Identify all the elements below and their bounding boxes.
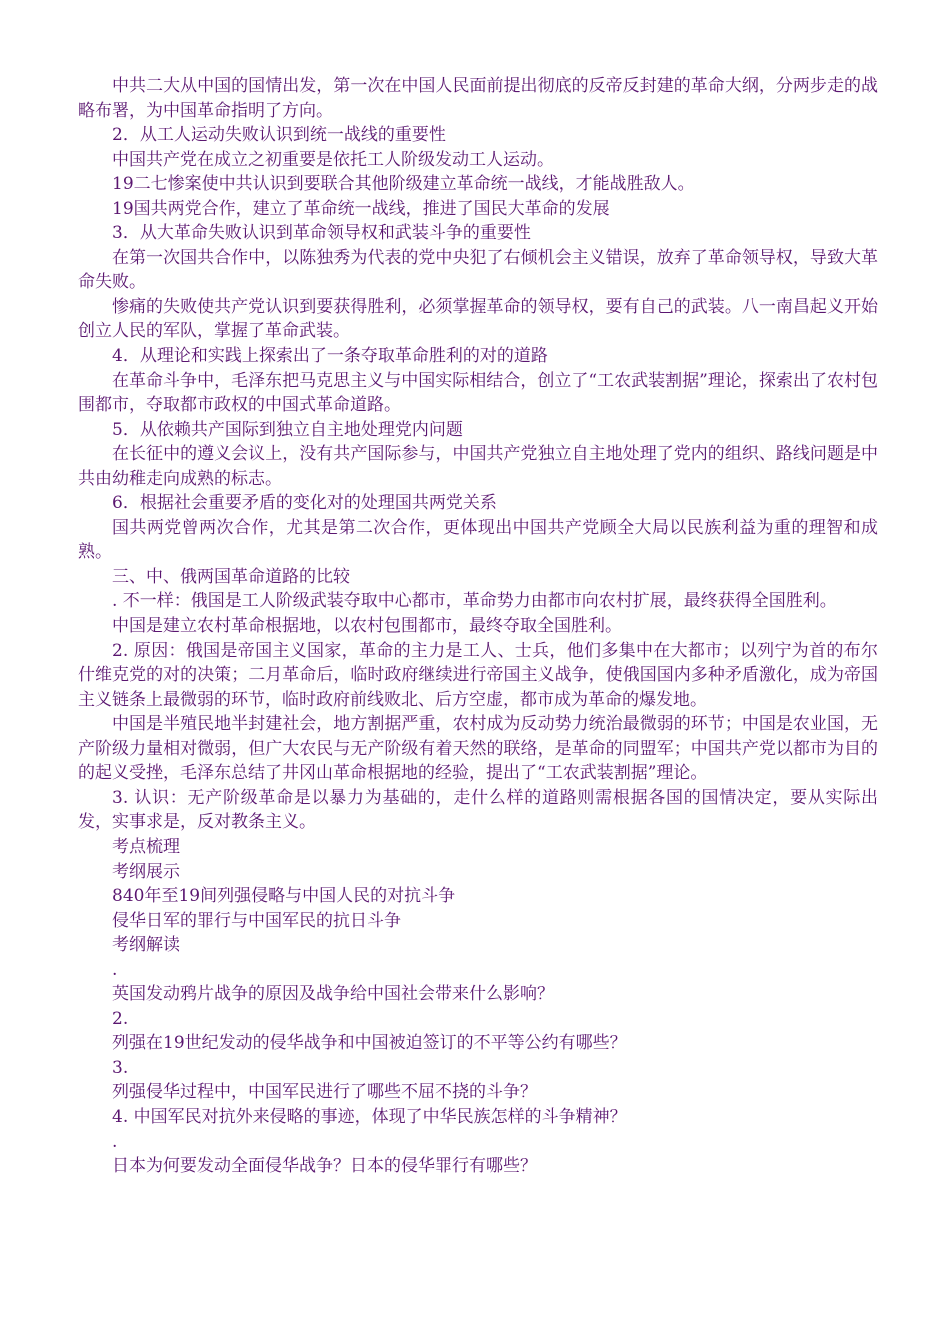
- paragraph: 在长征中的遵义会议上，没有共产国际参与，中国共产党独立自主地处理了党内的组织、路线问题是中共由幼稚走向成熟的标志。: [78, 444, 878, 489]
- section-heading: 考纲展示: [112, 861, 180, 882]
- paragraph: 中国是建立农村革命根据地，以农村包围都市，最终夺取全国胜利。: [112, 616, 622, 637]
- paragraph: 19国共两党合作，建立了革命统一战线，推进了国民大革命的发展: [112, 198, 610, 219]
- list-number: 3.: [112, 1057, 129, 1078]
- paragraph: . 不一样：俄国是工人阶级武装夺取中心都市，革命势力由都市向农村扩展，最终获得全国胜利。: [112, 591, 837, 612]
- list-item: 侵华日军的罪行与中国军民的抗日斗争: [112, 910, 401, 931]
- paragraph: 2. 原因：俄国是帝国主义国家，革命的主力是工人、士兵，他们多集中在大都市；以列宁为首的布尔什维克党的对的决策；二月革命后，临时政府继续进行帝国主义战争，使俄国国内多种矛盾激化，成为帝国主义链条上最微弱的环节，临时政府前线败北、后方空虚，都市成为革命的爆发地。: [78, 640, 878, 710]
- paragraph: 中国是半殖民地半封建社会，地方割据严重，农村成为反动势力统治最微弱的环节；中国是农业国，无产阶级力量相对微弱，但广大农民与无产阶级有着天然的联络，是革命的同盟军；中国共产党以都市为目的的起义受挫，毛泽东总结了井冈山革命根据地的经验，提出了“工农武装割据”理论。: [78, 714, 878, 784]
- list-number: .: [112, 1131, 118, 1152]
- paragraph: 在革命斗争中，毛泽东把马克思主义与中国实际相结合，创立了“工农武装割据”理论，探索出了农村包围都市，夺取都市政权的中国式革命道路。: [78, 370, 878, 416]
- section-heading: 三、中、俄两国革命道路的比较: [112, 566, 350, 587]
- section-heading: 考点梳理: [112, 836, 180, 857]
- paragraph: 惨痛的失败使共产党认识到要获得胜利，必须掌握革命的领导权，要有自己的武装。八一南昌起义开始创立人民的军队，掌握了革命武装。: [78, 296, 878, 342]
- paragraph: 中共二大从中国的国情出发，第一次在中国人民面前提出彻底的反帝反封建的革命大纲，分两步走的战略布署，为中国革命指明了方向。: [78, 76, 878, 121]
- section-heading: 2．从工人运动失败认识到统一战线的重要性: [112, 125, 446, 146]
- section-heading: 5．从依赖共产国际到独立自主地处理党内问题: [112, 419, 463, 440]
- list-item: 840年至19间列强侵略与中国人民的对抗斗争: [112, 886, 456, 907]
- list-item: 列强侵华过程中，中国军民进行了哪些不屈不挠的斗争？: [112, 1082, 537, 1103]
- section-heading: 考纲解读: [112, 935, 180, 956]
- list-item: 列强在19世纪发动的侵华战争和中国被迫签订的不平等公约有哪些？: [112, 1033, 627, 1054]
- paragraph: 19二七惨案使中共认识到要联合其他阶级建立革命统一战线，才能战胜敌人。: [112, 174, 695, 195]
- list-item: 4. 中国军民对抗外来侵略的事迹，体现了中华民族怎样的斗争精神？: [112, 1106, 627, 1127]
- list-item: 英国发动鸦片战争的原因及战争给中国社会带来什么影响？: [112, 984, 554, 1005]
- paragraph: 3. 认识：无产阶级革命是以暴力为基础的，走什么样的道路则需根据各国的国情决定，要从实际出发，实事求是，反对教条主义。: [78, 787, 878, 833]
- section-heading: 4．从理论和实践上探索出了一条夺取革命胜利的对的道路: [112, 346, 548, 367]
- list-number: .: [112, 959, 118, 980]
- paragraph: 在第一次国共合作中，以陈独秀为代表的党中央犯了右倾机会主义错误，放弃了革命领导权，导致大革命失败。: [78, 247, 878, 293]
- section-heading: 6．根据社会重要矛盾的变化对的处理国共两党关系: [112, 493, 497, 514]
- document-body: [78, 74, 878, 1179]
- paragraph: 中国共产党在成立之初重要是依托工人阶级发动工人运动。: [112, 149, 554, 170]
- list-item: 日本为何要发动全面侵华战争？日本的侵华罪行有哪些？: [112, 1156, 537, 1177]
- paragraph: 国共两党曾两次合作，尤其是第二次合作，更体现出中国共产党顾全大局以民族利益为重的理智和成熟。: [78, 517, 878, 563]
- list-number: 2.: [112, 1008, 129, 1029]
- section-heading: 3．从大革命失败认识到革命领导权和武装斗争的重要性: [112, 223, 531, 244]
